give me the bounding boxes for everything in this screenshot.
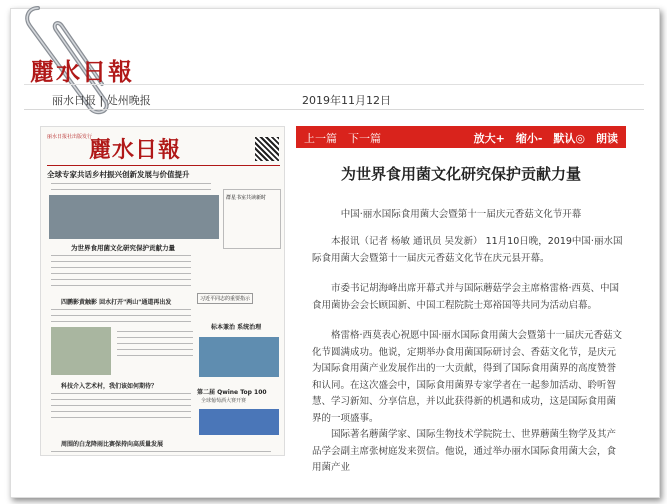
paper-ad-image-2 [199, 409, 279, 435]
article-paragraph-2: 市委书记胡海峰出席开幕式并与国际蘑菇学会主席格雷格·西莫、中国食用菌协会会长顾国新、中国工程院院士郑裕国等共同为活动启幕。 [312, 283, 620, 311]
paper-sidebox: 群星书室共读新时 [223, 189, 281, 249]
divider [47, 165, 280, 166]
paper-masthead: 麗水日報 [89, 137, 182, 163]
paper-side-headline-2[interactable]: 第二届 Qwine Top 100 [197, 389, 267, 396]
article-toolbar [296, 126, 626, 148]
article-prev-next[interactable]: 上一篇 下一篇 [304, 132, 381, 145]
site-masthead [24, 30, 644, 85]
paper-side-headline[interactable]: 标本兼治 系统治理 [211, 324, 262, 331]
paper-headline[interactable]: 全球专家共话乡村振兴创新发展与价值提升 [47, 170, 190, 179]
breadcrumb[interactable]: 丽水日报 | 处州晚报 [52, 94, 151, 107]
paper-photo-2 [51, 327, 111, 375]
newspaper-page-thumbnail[interactable] [40, 126, 285, 456]
qr-code-icon [255, 137, 279, 161]
paper-photo [49, 195, 219, 239]
article-paragraph-1: 本报讯（记者 杨敏 通讯员 吴发新） 11月10日晚，2019中国·丽水国际食用菌大会暨第十一届庆元香菇文化节在庆元县开幕。 [312, 236, 623, 264]
paper-notice: 习近平同志的重要指示 [197, 293, 253, 304]
paper-headline-4[interactable]: 科技介入艺术村，我们该如何期待？ [61, 383, 158, 390]
paper-headline-2[interactable]: 为世界食用菌文化研究保护贡献力量 [71, 244, 175, 252]
article-paragraph-3: 格雷格·西莫表心祝愿中国·丽水国际食用菌大会暨第十一届庆元香菇文化节圆满成功。他说，定期举办食用菌国际研讨会、香菇文化节，是庆元为国际食用菌产业发展作出的一大贡献，得到了国际食用菌界的高度赞誉和认同。在这次盛会中，国际食用菌界专家学者在一起参加活动、聆听智慧、学习新知、分享信息，并以此获得新的机遇和成功，这是国际食用菌界的一项盛事。 [312, 330, 623, 424]
paper-headline-5[interactable]: 周围的白龙降雨比赛保持向高质量发展 [61, 441, 164, 448]
paper-side-subline: 全球葡萄酒大赛开赛 [201, 398, 247, 404]
paper-ad-image [199, 337, 279, 377]
article-zoom-controls[interactable]: 放大+ 缩小- 默认◎ 朗读 [473, 132, 618, 145]
paper-headline-3[interactable]: 四鹏影黄触影 回水打开"两山"通道再出发 [61, 299, 172, 306]
article-paragraph-4: 国际著名蘑菌学家、国际生物技术学院院士、世界蘑菌生物学及其产品学会副主席张树庭发来贺信。他说，通过举办丽水国际食用菌大会，食用菌产业 [312, 429, 617, 473]
paper-top-line: 丽水日报社出版发行 [47, 134, 93, 140]
edition-bar [24, 88, 644, 110]
article-subtitle: 中国·丽水国际食用菌大会暨第十一届庆元香菇文化节开幕 [340, 209, 582, 220]
edition-date: 2019年11月12日 [302, 94, 391, 107]
article-title: 为世界食用菌文化研究保护贡献力量 [340, 165, 581, 183]
site-logo[interactable]: 麗水日報 [30, 57, 134, 86]
